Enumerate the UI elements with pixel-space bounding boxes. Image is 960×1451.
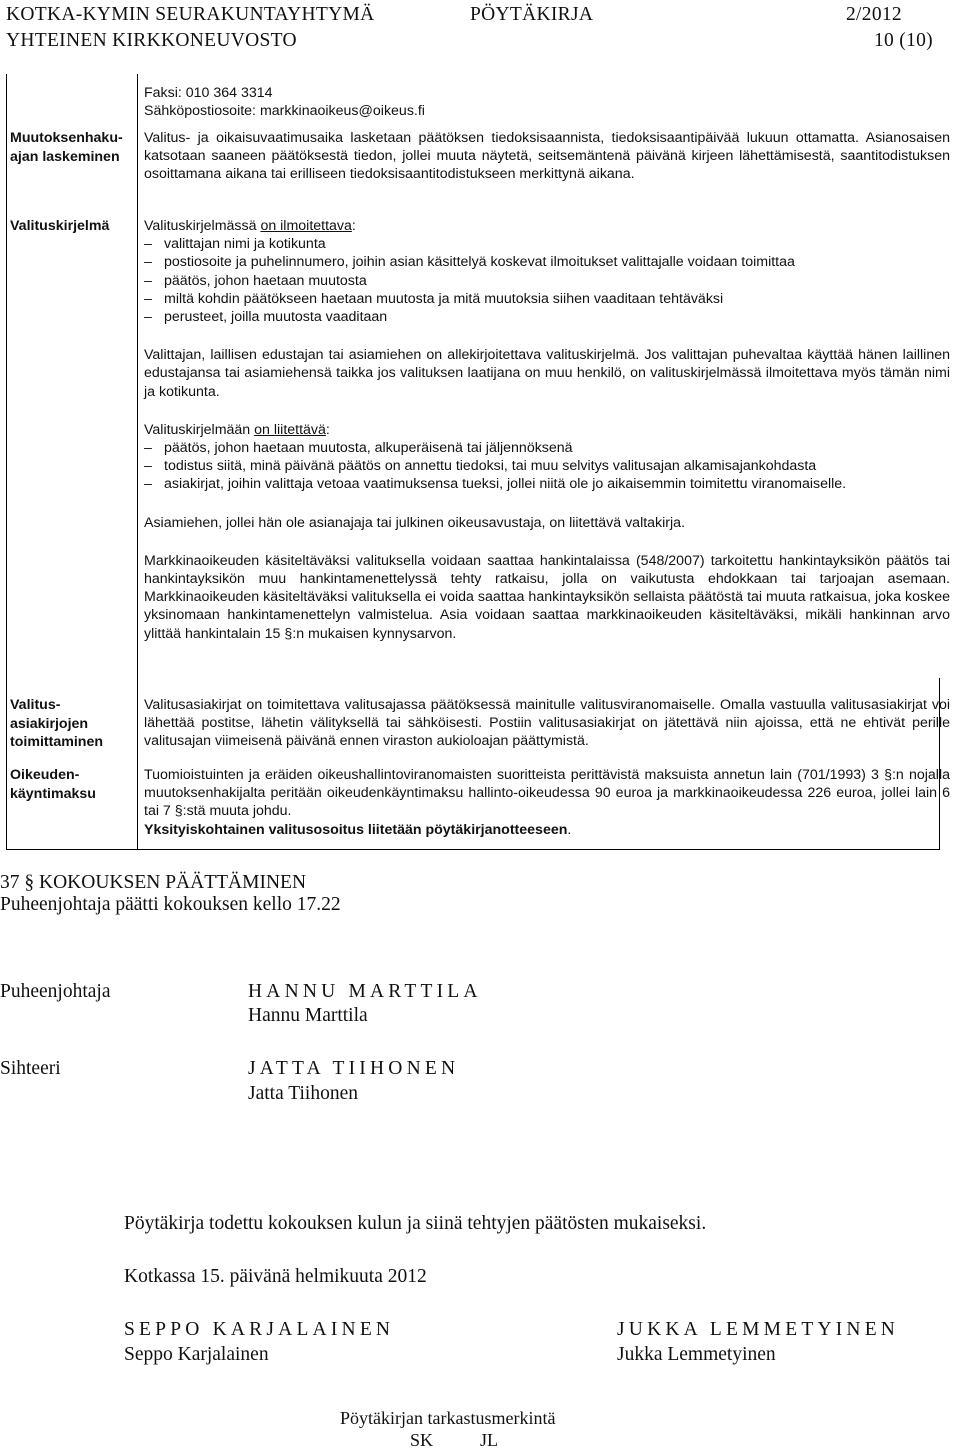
checker1-name: Seppo Karjalainen bbox=[124, 1344, 269, 1365]
checker2-name-spaced: JUKKA LEMMETYINEN bbox=[617, 1319, 900, 1340]
court-contact bbox=[144, 84, 950, 120]
secretary-name: Jatta Tiihonen bbox=[248, 1083, 358, 1104]
deadline-text: Valitus- ja oikaisuvaatimusaika lasketaan päätöksen tiedoksisaannista, tiedoksisaantipäivää lukuun ottamatta. Asianosaisen katsotaan saaneen päätöksestä tiedon, jollei muuta näytetä, seitsemäntenä päivänä kirjeen lähettämisestä, saantitodistuksen osoittamana aikana tai erilliseen tiedoksisaantitodistukseen merkittynä aikana. bbox=[144, 130, 950, 183]
frame-line-left bbox=[6, 74, 7, 850]
checker2-name: Jukka Lemmetyinen bbox=[617, 1344, 776, 1365]
verification-statement: Pöytäkirja todettu kokouksen kulun ja siinä tehtyjen päätösten mukaiseksi. bbox=[124, 1213, 707, 1234]
court-email: Sähköpostiosoite: markkinaoikeus@oikeus.fi bbox=[144, 103, 425, 120]
verification-place-date: Kotkassa 15. päivänä helmikuuta 2012 bbox=[124, 1266, 427, 1287]
attorney-text: Asiamiehen, jollei hän ole asianajaja tai julkinen oikeusavustaja, on liitettävä valtakirja. bbox=[144, 514, 686, 531]
chair-name: Hannu Marttila bbox=[248, 1005, 368, 1026]
list-item: – miltä kohdin päätökseen haetaan muutosta ja mitä muutoksia siihen vaaditaan tehtäväksi bbox=[144, 290, 950, 308]
letter-heading: Valituskirjelmä bbox=[10, 218, 110, 234]
fees-text: Tuomioistuinten ja eräiden oikeushallintoviranomaisten suoritteista perittävistä maksuista annetun lain (701/1993) 3 §:n nojalla muutoksenhakijalta peritään oikeudenkäyntimaksu hallinto-oikeudessa 90 euroa ja markkinaoikeudessa 226 euroa, jollei lain 6 tai 7 §:stä muuta johdu. bbox=[144, 767, 950, 820]
organization-name: KOTKA-KYMIN SEURAKUNTAYHTYMÄ bbox=[6, 4, 375, 25]
closing-section bbox=[0, 872, 341, 916]
initials-1: SK bbox=[410, 1430, 434, 1450]
letter-intro-underlined: on ilmoitettava bbox=[260, 218, 352, 234]
signature-requirement-text: Valittajan, laillisen edustajan tai asiamiehen on allekirjoitettava valituskirjelmä. Jos valittajan puhevaltaa käyttää hänen laillinen edustajansa tai asiamiehensä taikka jos valituksen laatijana on muu henkilö, on valituskirjelmässä ilmoitettava myös tämän nimi ja kotikunta. bbox=[144, 347, 950, 400]
page-indicator: 10 (10) bbox=[874, 30, 933, 51]
section-number: 37 bbox=[0, 872, 20, 893]
fees-heading: Oikeuden- käyntimaksu bbox=[10, 767, 96, 802]
appeal-instructions bbox=[6, 74, 950, 850]
initials-label: Pöytäkirjan tarkastusmerkintä bbox=[340, 1408, 556, 1428]
delivery-text: Valitusasiakirjat on toimitettava valitusajassa päätöksessä mainitulle valitusviranomaiselle. Omalla vastuulla valitusasiakirjat voi lähettää postitse, lähetin välityksellä tai sähköisesti. Postiin valitusasiakirjat on jätettävä niin ajoissa, että ne ehtivät perille valitusajan viimeisenä päivänä ennen viraston aukioloajan päättymistä. bbox=[144, 697, 950, 750]
deadline-heading: Muutoksenhaku-ajan laskeminen bbox=[10, 130, 123, 165]
list-item: – todistus siitä, minä päivänä päätös on annettu tiedoksi, tai muu selvitys valitusajan alkamisajankohdasta bbox=[144, 457, 950, 475]
list-item: – päätös, johon haetaan muutosta, alkuperäisenä tai jäljennöksenä bbox=[144, 439, 950, 457]
delivery-section bbox=[144, 696, 950, 751]
checker1-name-spaced: SEPPO KARJALAINEN bbox=[124, 1319, 395, 1340]
market-court-text: Markkinaoikeuden käsiteltäväksi valituksella voidaan saattaa hankintalaissa (548/2007) tarkoitettu hankintayksikön päätös tai hankintayksikön muu hankintamenettelyssä tehty ratkaisu, jolla on vaikutusta ehdokkaan tai tarjoajan asemaan. Markkinaoikeuden käsiteltäväksi valituksella ei voida saattaa hankintayksikön sellaista päätöstä tai muuta ratkaisua, joka koskee yksinomaan hankintamenettelyn valmistelua. Asia voidaan saattaa markkinaoikeuden käsiteltäväksi, mikäli hankinnan arvo ylittää hankintalain 15 §:n mukaisen kynnysarvon. bbox=[144, 552, 950, 642]
court-fax: Faksi: 010 364 3314 bbox=[144, 85, 273, 101]
letter-section bbox=[144, 217, 950, 643]
frame-line-bottom bbox=[6, 849, 940, 850]
initials-2: JL bbox=[480, 1430, 498, 1450]
attachments-intro-underlined: on liitettävä bbox=[254, 421, 326, 438]
attachments-list bbox=[144, 439, 950, 494]
section-title: KOKOUKSEN PÄÄTTÄMINEN bbox=[39, 872, 307, 893]
document-number: 2/2012 bbox=[846, 4, 902, 25]
delivery-heading: Valitus- asiakirjojen toimittaminen bbox=[10, 697, 104, 750]
document-header bbox=[0, 0, 960, 62]
secretary-name-spaced: JATTA TIIHONEN bbox=[248, 1058, 460, 1079]
governing-body-name: YHTEINEN KIRKKONEUVOSTO bbox=[6, 30, 297, 51]
column-divider bbox=[137, 74, 138, 850]
secretary-role: Sihteeri bbox=[0, 1058, 61, 1079]
chair-name-spaced: HANNU MARTTILA bbox=[248, 981, 482, 1002]
letter-required-items bbox=[144, 235, 950, 326]
deadline-section bbox=[144, 129, 950, 184]
list-item: – postiosoite ja puhelinnumero, joihin asian käsittelyä koskevat ilmoitukset valittajalle voidaan toimittaa bbox=[144, 253, 950, 271]
appeal-notice-line: Yksityiskohtainen valitusosoitus liitetään pöytäkirjanotteeseen. bbox=[144, 821, 572, 838]
list-item: – päätös, johon haetaan muutosta bbox=[144, 272, 950, 290]
section-mark: § bbox=[24, 872, 35, 893]
section-heading bbox=[0, 872, 341, 894]
letter-intro: Valituskirjelmässä on ilmoitettava: bbox=[144, 218, 356, 234]
chair-role: Puheenjohtaja bbox=[0, 981, 111, 1002]
attachments-intro: Valituskirjelmään on liitettävä: bbox=[144, 421, 330, 438]
document-type: PÖYTÄKIRJA bbox=[470, 4, 594, 25]
list-item: – valittajan nimi ja kotikunta bbox=[144, 235, 950, 253]
fees-section bbox=[144, 766, 950, 839]
list-item: – perusteet, joilla muutosta vaaditaan bbox=[144, 308, 950, 326]
closing-text: Puheenjohtaja päätti kokouksen kello 17.22 bbox=[0, 894, 341, 915]
appeal-notice-bold: Yksityiskohtainen valitusosoitus liitetään pöytäkirjanotteeseen bbox=[144, 821, 568, 838]
list-item: – asiakirjat, joihin valittaja vetoaa vaatimuksensa tueksi, jollei niitä ole jo aikaisemmin toimitettu viranomaiselle. bbox=[144, 475, 950, 493]
